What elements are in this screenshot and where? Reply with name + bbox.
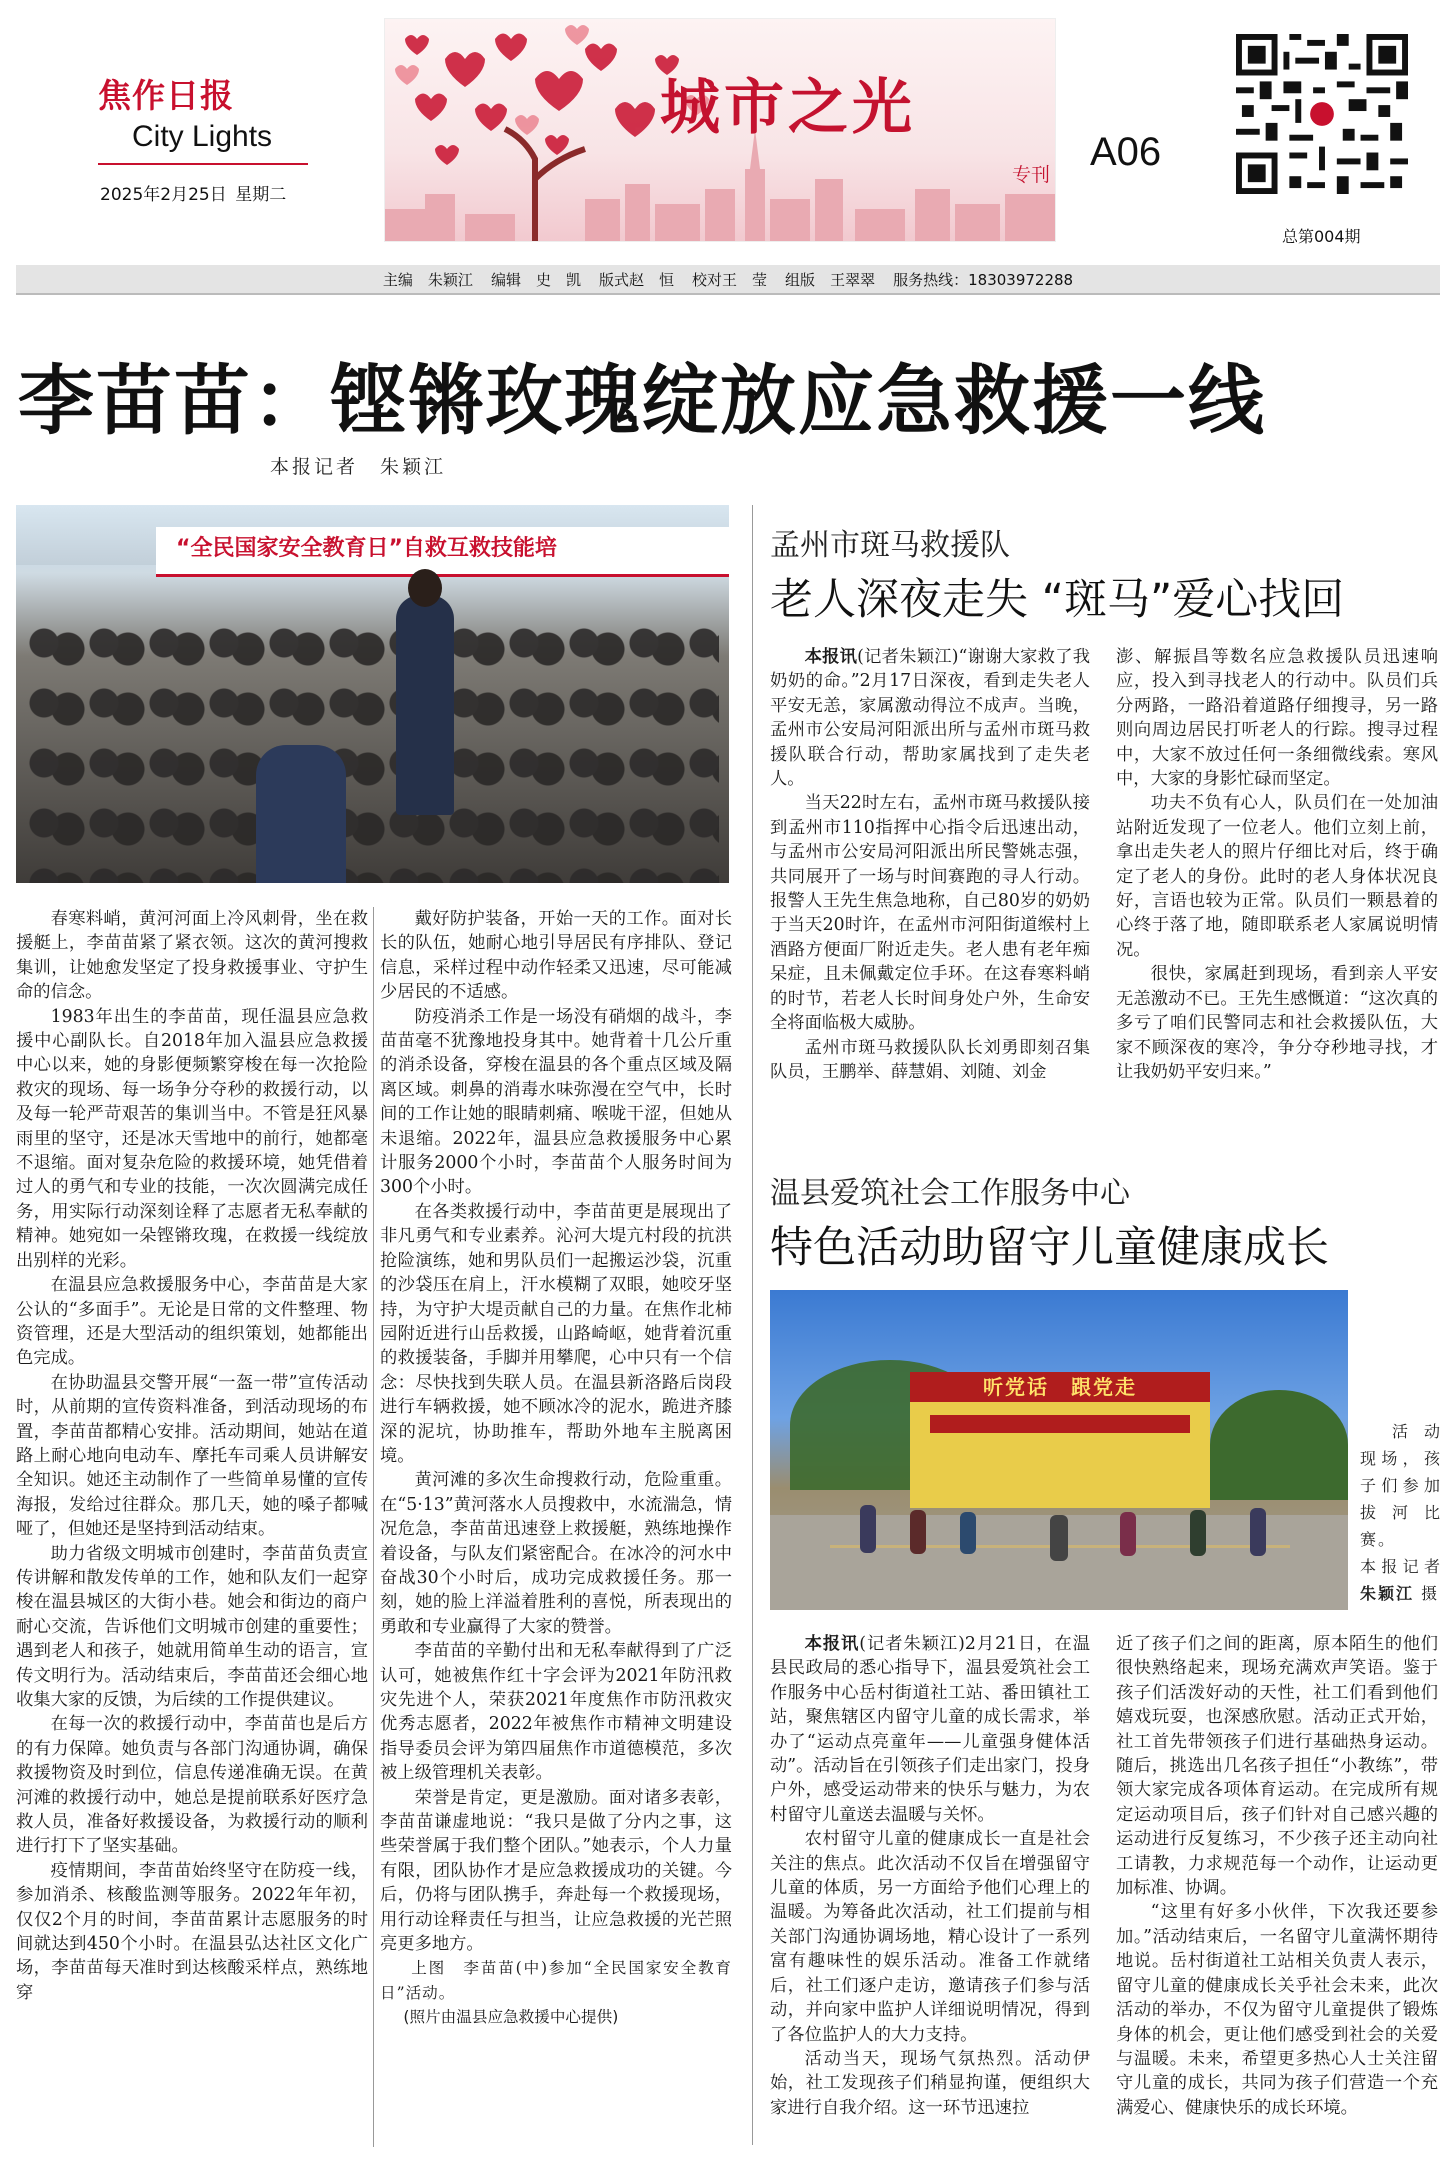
paragraph: 1983年出生的李苗苗，现任温县应急救援中心副队长。自2018年加入温县应急救援中心以来，她的身影便频繁穿梭在每一次抢险救灾的现场、每一场争分夺秒的救援行动，以及每一轮严苛艰苦的集训当中。不管是狂风暴雨里的坚守，还是冰天雪地中的前行，她都毫不退缩。面对复杂危险的救援环境，她凭借着过人的勇气和专业的技能，一次次圆满完成任务，用实际行动深刻诠释了志愿者无私奉献的精神。她宛如一朵铿锵玫瑰，在救援一线绽放出别样的光彩。 (16, 1006, 368, 1271)
paragraph: 春寒料峭，黄河河面上冷风刺骨，坐在救援艇上，李苗苗紧了紧衣领。这次的黄河搜救集训，让她愈发坚定了投身救援事业、守护生命的信念。 (16, 909, 368, 1003)
masthead-divider (98, 163, 308, 165)
main-article-col1 (16, 907, 368, 2005)
paragraph: 活动当天，现场气氛热烈。活动伊始，社工发现孩子们稍显拘谨，便组织大家进行自我介绍。这一环节迅速拉 (770, 2048, 1090, 2118)
article2-col1 (770, 645, 1090, 1084)
newspaper-subtitle: City Lights (132, 120, 273, 153)
credit-hotline: 服务热线：18303972288 (893, 270, 1074, 289)
paragraph: 助力省级文明城市创建时，李苗苗负责宣传讲解和散发传单的工作，她和队友们一起穿梭在温县城区的大街小巷。她会和街边的商户耐心交流，告诉他们文明城市创建的重要性；遇到老人和孩子，她就用简单生动的语言，宣传文明行为。活动结束后，李苗苗还会细心地收集大家的反馈，为后续的工作提供建议。 (16, 1543, 368, 1710)
issue-number: 总第004期 (1282, 227, 1361, 246)
article3-col1 (770, 1632, 1090, 2120)
paragraph: 孟州市斑马救援队队长刘勇即刻召集队员，王鹏举、薛慧娟、刘随、刘金 (770, 1037, 1090, 1082)
credit-editor: 主编 朱颖江 (382, 270, 473, 289)
lead-text: 2月21日，在温县民政局的悉心指导下，温县爱筑社会工作服务中心岳村街道社工站、番田镇社工站，聚焦辖区内留守儿童的成长需求，举办了“运动点亮童年——儿童强身健体活动”。活动旨在引领孩子们走出家门，投身户外，感受运动带来的快乐与魅力，为农村留守儿童送去温暖与关怀。 (770, 1634, 1090, 1825)
paragraph (770, 645, 1090, 791)
photo-sign-text: 听党话 跟党走 (910, 1372, 1210, 1402)
credit-proof: 校对王 莹 (692, 270, 768, 289)
paragraph: 荣誉是肯定，更是激励。面对诸多表彰，李苗苗谦虚地说：“我只是做了分内之事，这些荣誉属于我们整个团队。”她表示，个人力量有限，团队协作才是应急救援成功的关键。今后，仍将与团队携手，奔赴每一个救援现场，用行动诠释责任与担当，让应急救援的光芒照亮更多地方。 (380, 1787, 732, 1955)
credit-group: 组版 王翠翠 (785, 270, 876, 289)
issue-date: 2025年2月25日 (100, 185, 227, 205)
rescue-training-photo (16, 505, 729, 883)
article2-kicker: 孟州市斑马救援队 (770, 528, 1010, 563)
paragraph: 当天22时左右，孟州市斑马救援队接到孟州市110指挥中心指令后迅速出动，与孟州市公安局河阳派出所民警姚志强，共同展开了一场与时间赛跑的寻人行动。报警人王先生焦急地称，自己80岁的奶奶于当天20时许，在孟州市河阳街道缑村上酒路方便面厂附近走失。老人患有老年痴呆症，且未佩戴定位手环。在这春寒料峭的时节，若老人长时间身处户外，生命安全将面临极大威胁。 (770, 793, 1090, 1034)
staff-credits-bar (16, 265, 1440, 295)
newspaper-logo: 焦作日报 (98, 76, 234, 115)
photo-side-caption (1360, 1418, 1442, 1603)
paragraph (770, 1632, 1090, 1827)
column-tag: 专刊 (1012, 164, 1051, 186)
article2-col2 (1116, 645, 1438, 1084)
paragraph: 在每一次的救援行动中，李苗苗也是后方的有力保障。她负责与各部门沟通协调，确保救援物资及时到位，信息传递准确无误。在黄河滩的救援行动中，她总是提前联系好医疗急救人员，准备好救援设备，为救援行动的顺利进行打下了坚实基础。 (16, 1714, 368, 1857)
side-caption-credit: 本报记者 朱颖江 摄 (1360, 1557, 1442, 1603)
main-headline: 李苗苗：铿锵玫瑰绽放应急救援一线 (18, 356, 1266, 445)
article3-col2 (1116, 1632, 1438, 2120)
article3-kicker: 温县爱筑社会工作服务中心 (770, 1176, 1130, 1211)
paragraph: 功夫不负有心人，队员们在一处加油站附近发现了一位老人。他们立刻上前，拿出走失老人的照片仔细比对后，终于确定了老人的身份。此时的老人身体状况良好，言语也较为正常。队员们一颗悬着的心终于落了地，随即联系老人家属说明情况。 (1116, 793, 1438, 960)
lead-byline: (记者朱颖江) (859, 1634, 965, 1654)
lead-tag: 本报讯 (804, 647, 858, 667)
photo-banner-text: “全民国家安全教育日”自救互救技能培 (176, 536, 557, 561)
paragraph: 农村留守儿童的健康成长一直是社会关注的焦点。此次活动不仅旨在增强留守儿童的体质，另一方面给予他们心理上的温暖。为筹备此次活动，社工们提前与相关部门沟通协调场地，精心设计了一系列富有趣味性的娱乐活动。准备工作就绪后，社工们逐户走访，邀请孩子们参与活动，并向家中监护人详细说明情况，得到了各位监护人的大力支持。 (770, 1829, 1090, 2045)
column-divider (373, 907, 374, 2147)
paragraph: 近了孩子们之间的距离，原本陌生的他们很快熟络起来，现场充满欢声笑语。鉴于孩子们活泼好动的天性，社工们看到他们嬉戏玩耍，也深感欣慰。活动正式开始，社工首先带领孩子们进行基础热身运动。随后，挑选出几名孩子担任“小教练”，带领大家完成各项体育运动。在完成所有规定运动项目后，孩子们针对自己感兴趣的运动进行反复练习，不少孩子还主动向社工请教，力求规范每一个动作，让运动更加标准、协调。 (1116, 1634, 1438, 1899)
photo-credit: (照片由温县应急救援中心提供) (403, 2008, 619, 2027)
column-title: 城市之光 (660, 73, 916, 143)
credit-layout: 版式赵 恒 (598, 270, 675, 289)
photo-caption: 上图 李苗苗(中)参加“全民国家安全教育日”活动。 (380, 1959, 732, 2002)
paragraph: “这里有好多小伙伴，下次我还要参加。”活动结束后，一名留守儿童满怀期待地说。岳村街道社工站相关负责人表示，留守儿童的健康成长关乎社会未来，此次活动的举办，不仅为留守儿童提供了锻炼身体的机会，更让他们感受到社会的关爱与温暖。未来，希望更多热心人士关注留守儿童的成长，共同为孩子们营造一个充满爱心、健康快乐的成长环境。 (1116, 1902, 1438, 2118)
side-caption-text: 活动现场，孩子们参加拔河比赛。 (1360, 1422, 1442, 1549)
section-divider (752, 505, 753, 2145)
paragraph: 很快，家属赶到现场，看到亲人平安无恙激动不已。王先生感慨道：“这次真的多亏了咱们民警同志和社会救援队伍，大家不顾深夜的寒冷，争分夺秒地寻找，才让我奶奶平安归来。” (1116, 964, 1438, 1082)
paragraph: 黄河滩的多次生命搜救行动，危险重重。在“5·13”黄河落水人员搜救中，水流湍急，情况危急，李苗苗迅速登上救援艇，熟练地操作着设备，与队友们紧密配合。在冰冷的河水中奋战30个小时后，成功完成救援任务。那一刻，她的脸上洋溢着胜利的喜悦，所表现出的勇敢和专业赢得了大家的赞誉。 (380, 1470, 732, 1637)
paragraph: 在协助温县交警开展“一盔一带”宣传活动时，从前期的宣传资料准备，到活动现场的布置，李苗苗都精心安排。活动期间，她站在道路上耐心地向电动车、摩托车司乘人员讲解安全知识。她还主动制作了一些简单易懂的宣传海报，发给过往群众。那几天，她的嗓子都喊哑了，但她还是坚持到活动结束。 (16, 1372, 368, 1540)
page-number: A06 (1090, 130, 1162, 174)
article2-title: 老人深夜走失 “斑马”爱心找回 (770, 575, 1345, 625)
tug-of-war-photo (770, 1290, 1348, 1610)
paragraph: 防疫消杀工作是一场没有硝烟的战斗，李苗苗毫不犹豫地投身其中。她背着十几公斤重的消杀设备，穿梭在温县的各个重点区域及隔离区域。刺鼻的消毒水味弥漫在空气中，长时间的工作让她的眼睛刺痛、喉咙干涩，但她从未退缩。2022年，温县应急救援服务中心累计服务2000个小时，李苗苗个人服务时间为300个小时。 (380, 1006, 732, 1198)
paragraph: 澎、解振昌等数名应急救援队员迅速响应，投入到寻找老人的行动中。队员们兵分两路，一路沿着道路仔细搜寻，另一路则向周边居民打听老人的行踪。搜寻过程中，大家不放过任何一条细微线索。寒风中，大家的身影忙碌而坚定。 (1116, 647, 1438, 790)
main-byline: 本报记者 朱颖江 (270, 456, 447, 478)
paragraph: 戴好防护装备，开始一天的工作。面对长长的队伍，她耐心地引导居民有序排队、登记信息，采样过程中动作轻柔又迅速，尽可能减少居民的不适感。 (380, 909, 732, 1003)
lead-text: “谢谢大家救了我奶奶的命。”2月17日深夜，看到走失老人平安无恙，家属激动得泣不成声。当晚，孟州市公安局河阳派出所与孟州市斑马救援队联合行动，帮助家属找到了走失老人。 (770, 647, 1091, 790)
paragraph: 疫情期间，李苗苗始终坚守在防疫一线，参加消杀、核酸监测等服务。2022年年初，仅仅2个月的时间，李苗苗累计志愿服务的时间就达到450个小时。在温县弘达社区文化广场，李苗苗每天准时到达核酸采样点，熟练地穿 (16, 1860, 368, 2003)
paragraph: 在温县应急救援服务中心，李苗苗是大家公认的“多面手”。无论是日常的文件整理、物资管理，还是大型活动的组织策划，她都能出色完成。 (16, 1275, 368, 1369)
article3-title: 特色活动助留守儿童健康成长 (770, 1223, 1329, 1273)
paragraph: 在各类救援行动中，李苗苗更是展现出了非凡勇气和专业素养。沁河大堤亢村段的抗洪抢险演练，她和男队员们一起搬运沙袋，沉重的沙袋压在肩上，汗水模糊了双眼，她咬牙坚持，为守护大堤贡献自己的力量。在焦作北柿园附近进行山岳救援，山路崎岖，她背着沉重的救援装备，手脚并用攀爬，心中只有一个信念：尽快找到失联人员。在温县新洛路后岗段进行车辆救援，她不顾冰冷的泥水，跪进齐膝深的泥坑，协助推车，帮助外地车主脱离困境。 (380, 1201, 732, 1466)
issue-weekday: 星期二 (235, 185, 287, 205)
main-article-col2 (380, 907, 732, 2030)
qr-code (1236, 34, 1408, 194)
credit-copy: 编辑 史 凯 (490, 270, 581, 289)
paragraph: 李苗苗的辛勤付出和无私奉献得到了广泛认可，她被焦作红十字会评为2021年防汛救灾先进个人，荣获2021年度焦作市防汛救灾优秀志愿者，2022年被焦作市精神文明建设指导委员会评为第四届焦作市道德模范，多次被上级管理机关表彰。 (380, 1641, 732, 1784)
lead-tag: 本报讯 (804, 1634, 860, 1654)
lead-byline: (记者朱颖江) (857, 647, 959, 667)
issue-date-line (100, 180, 286, 205)
